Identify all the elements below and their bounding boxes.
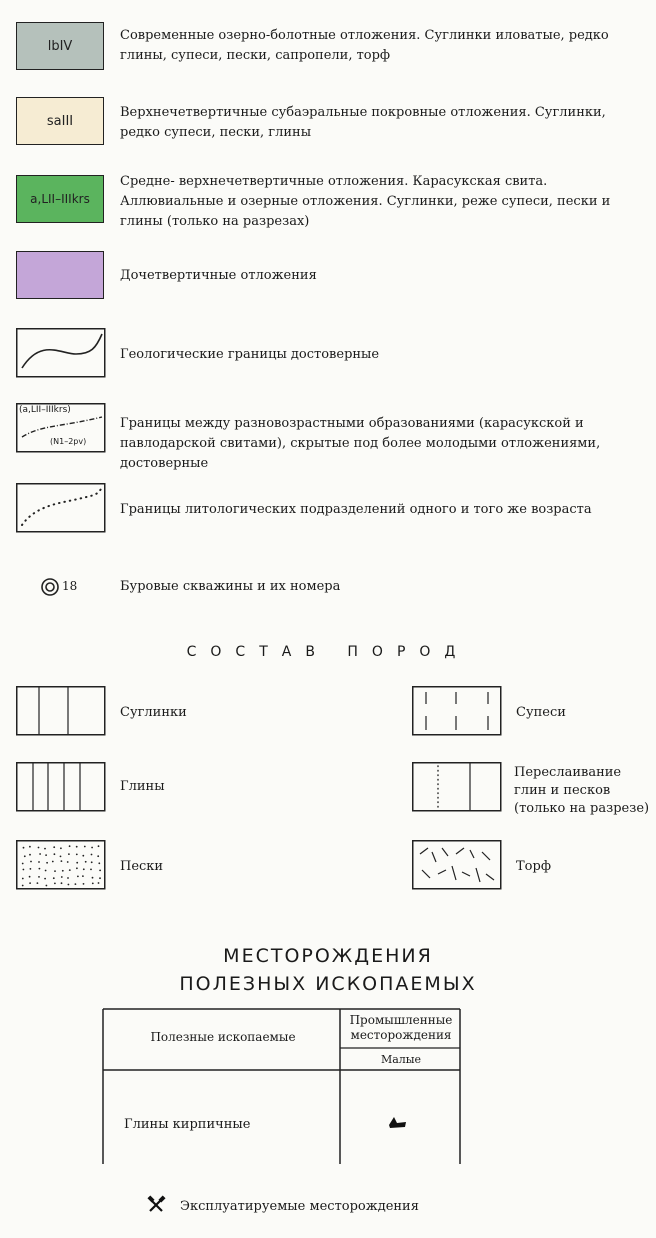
rock-interbed-label: Переслаивание глин и песков (только на разрезе) [514, 765, 650, 816]
swatch-prequaternary [16, 251, 104, 299]
table-col2-subheader: Малые [380, 1053, 422, 1066]
legend-desc-boundary-solid: Геологические границы достоверные [120, 347, 380, 362]
table-row-label: Глины кирпичные [124, 1117, 251, 1132]
table-col2-header: Промышленные месторождения [349, 1013, 453, 1042]
well-icon [40, 577, 62, 597]
rock-loam-label: Суглинки [120, 705, 187, 720]
rock-peat-label: Торф [516, 859, 551, 874]
hidden-label-top: (a,LII–IIIkrs) [19, 405, 71, 415]
deposits-title-line1: МЕСТОРОЖДЕНИЯ [223, 945, 433, 967]
legend-desc-saIII: Верхнечетвертичные субаэральные покровные отложения. Суглинки, редко супеси, пески, глины [120, 105, 606, 140]
boundary-solid-symbol [16, 328, 106, 378]
rock-sandy-loam-label: Супеси [516, 705, 566, 720]
hidden-label-bottom: (N1–2pv) [50, 437, 87, 446]
rock-sand-symbol [16, 840, 106, 890]
legend-desc-boundary-dotted: Границы литологических подразделений одного и того же возраста [120, 502, 592, 517]
rock-clay-label: Глины [120, 779, 165, 794]
swatch-code: saIII [46, 113, 74, 129]
rock-clay-symbol [16, 762, 106, 812]
rock-sandy-loam-symbol [412, 686, 502, 736]
table-col1-header: Полезные ископаемые [150, 1030, 296, 1044]
swatch-code: a,LII–IIIkrs [30, 192, 90, 206]
rocks-title: СОСТАВ ПОРОД [186, 644, 470, 660]
swatch-code: lbIV [47, 38, 73, 54]
boundary-dotted-symbol [16, 483, 106, 533]
exploited-deposits-label: Эксплуатируемые месторождения [180, 1199, 419, 1214]
rock-loam-symbol [16, 686, 106, 736]
swatch-krs [16, 175, 104, 223]
rock-sand-label: Пески [120, 859, 164, 874]
swatch-lbIV [16, 22, 104, 70]
legend-desc-boundary-hidden: Границы между разновозрастными образованиями (карасукской и павлодарской свитами), скрытые под более молодыми отложениями, достоверные [120, 416, 601, 471]
brick-clay-deposit-icon [386, 1114, 410, 1130]
rock-peat-symbol [412, 840, 502, 890]
legend-desc-well: Буровые скважины и их номера [120, 579, 341, 594]
hammer-pick-icon [148, 1197, 166, 1215]
well-number: 18 [62, 579, 78, 593]
legend-desc-prequaternary: Дочетвертичные отложения [120, 268, 317, 283]
legend-desc-lbIV: Современные озерно-болотные отложения. Суглинки иловатые, редко глины, супеси, пески, сапропели, торф [120, 28, 609, 63]
legend-desc-krs: Средне- верхнечетвертичные отложения. Карасукская свита. Аллювиальные и озерные отложения. Суглинки, реже супеси, пески и глины (только на разрезах) [120, 174, 611, 229]
deposits-title-line2: ПОЛЕЗНЫХ ИСКОПАЕМЫХ [179, 973, 477, 995]
rock-interbed-symbol [412, 762, 502, 812]
swatch-saIII [16, 97, 104, 145]
